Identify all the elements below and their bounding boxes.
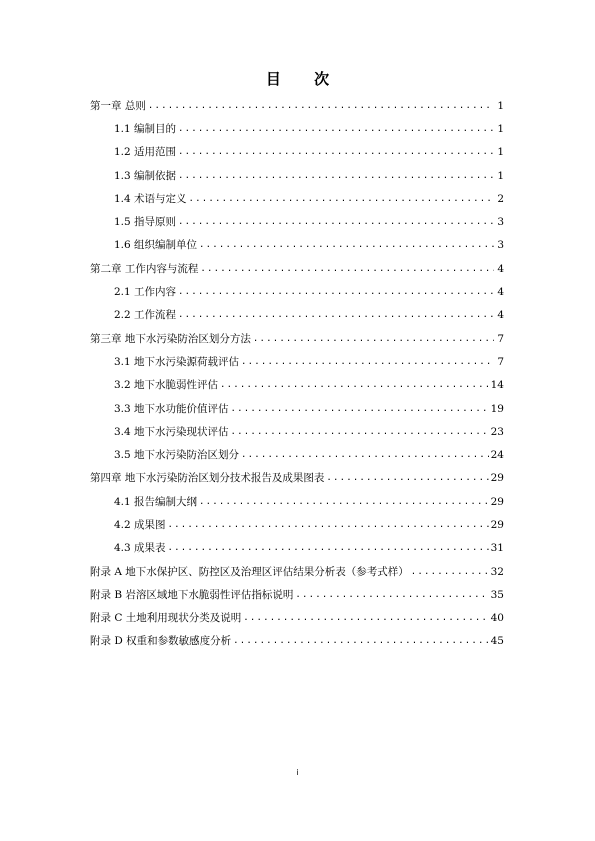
- dot-leader: [295, 588, 488, 602]
- toc-entry-label: 附录 B 岩溶区域地下水脆弱性评估指标说明: [90, 588, 294, 601]
- toc-entry[interactable]: [90, 350, 504, 373]
- toc-entry-page: 35: [490, 588, 504, 601]
- toc-entry-label: 1.5 指导原则: [114, 216, 177, 229]
- toc-entry-page: 3: [497, 239, 504, 252]
- toc-entry[interactable]: [90, 630, 504, 653]
- toc-entry-label: 1.6 组织编制单位: [114, 239, 198, 252]
- toc-entry[interactable]: [90, 257, 504, 280]
- table-of-contents: [90, 94, 504, 653]
- toc-entry-label: 第三章 地下水污染防治区划分方法: [90, 332, 251, 345]
- toc-entry[interactable]: [90, 234, 504, 257]
- toc-entry-label: 1.3 编制依据: [114, 169, 177, 182]
- dot-leader: [189, 192, 494, 206]
- toc-entry[interactable]: [90, 94, 504, 117]
- toc-entry-page: 4: [497, 286, 504, 299]
- dot-leader: [178, 308, 494, 322]
- toc-entry-page: 2: [497, 192, 504, 205]
- dot-leader: [178, 215, 494, 229]
- toc-entry-page: 4: [497, 262, 504, 275]
- toc-entry-label: 3.3 地下水功能价值评估: [114, 402, 229, 415]
- toc-entry-label: 3.2 地下水脆弱性评估: [114, 379, 219, 392]
- toc-entry[interactable]: [90, 280, 504, 303]
- toc-entry-label: 4.3 成果表: [114, 542, 166, 555]
- toc-entry-label: 1.1 编制目的: [114, 122, 177, 135]
- dot-leader: [220, 378, 489, 392]
- toc-entry-page: 4: [497, 309, 504, 322]
- toc-entry-label: 附录 D 权重和参数敏感度分析: [90, 635, 232, 648]
- toc-entry-page: 1: [497, 169, 504, 182]
- dot-leader: [241, 355, 494, 369]
- toc-entry-page: 14: [490, 379, 504, 392]
- toc-entry[interactable]: [90, 117, 504, 140]
- toc-entry-page: 1: [497, 146, 504, 159]
- toc-entry[interactable]: [90, 443, 504, 466]
- dot-leader: [199, 238, 494, 252]
- dot-leader: [199, 495, 489, 509]
- toc-entry-page: 45: [490, 635, 504, 648]
- toc-entry[interactable]: [90, 374, 504, 397]
- toc-entry[interactable]: [90, 607, 504, 630]
- toc-entry-page: 7: [497, 332, 504, 345]
- toc-entry[interactable]: [90, 210, 504, 233]
- toc-entry-label: 第一章 总则: [90, 99, 146, 112]
- dot-leader: [231, 402, 489, 416]
- dot-leader: [168, 518, 489, 532]
- toc-entry[interactable]: [90, 513, 504, 536]
- toc-entry-label: 2.1 工作内容: [114, 286, 177, 299]
- toc-entry-page: 32: [490, 565, 504, 578]
- toc-entry-page: 1: [497, 122, 504, 135]
- toc-entry[interactable]: [90, 583, 504, 606]
- toc-entry[interactable]: [90, 304, 504, 327]
- toc-entry-page: 7: [497, 355, 504, 368]
- toc-entry-page: 29: [490, 518, 504, 531]
- toc-entry-page: 3: [497, 216, 504, 229]
- dot-leader: [148, 99, 494, 113]
- dot-leader: [200, 262, 494, 276]
- toc-title: 目 次: [265, 70, 344, 88]
- dot-leader: [168, 541, 489, 555]
- dot-leader: [233, 634, 489, 648]
- toc-entry-page: 23: [490, 425, 504, 438]
- toc-entry-page: 24: [490, 449, 504, 462]
- toc-entry-page: 19: [490, 402, 504, 415]
- toc-entry-page: 40: [490, 612, 504, 625]
- toc-entry[interactable]: [90, 560, 504, 583]
- dot-leader: [178, 145, 494, 159]
- toc-entry-page: 1: [497, 99, 504, 112]
- toc-entry-page: 31: [490, 542, 504, 555]
- dot-leader: [241, 448, 489, 462]
- toc-entry-label: 第二章 工作内容与流程: [90, 262, 199, 275]
- toc-entry[interactable]: [90, 164, 504, 187]
- toc-entry-label: 1.2 适用范围: [114, 146, 177, 159]
- toc-entry[interactable]: [90, 187, 504, 210]
- toc-entry[interactable]: [90, 397, 504, 420]
- toc-entry-label: 4.2 成果图: [114, 518, 166, 531]
- toc-entry-label: 附录 A 地下水保护区、防控区及治理区评估结果分析表（参考式样）: [90, 565, 409, 578]
- dot-leader: [253, 332, 494, 346]
- dot-leader: [326, 471, 488, 485]
- toc-entry-label: 2.2 工作流程: [114, 309, 177, 322]
- toc-entry-label: 附录 C 土地利用现状分类及说明: [90, 612, 242, 625]
- toc-entry-page: 29: [490, 495, 504, 508]
- toc-entry-label: 第四章 地下水污染防治区划分技术报告及成果图表: [90, 472, 325, 485]
- toc-entry[interactable]: [90, 141, 504, 164]
- toc-entry-label: 3.1 地下水污染源荷载评估: [114, 355, 240, 368]
- toc-entry[interactable]: [90, 327, 504, 350]
- dot-leader: [243, 611, 488, 625]
- dot-leader: [411, 565, 489, 579]
- dot-leader: [178, 285, 494, 299]
- dot-leader: [178, 169, 494, 183]
- toc-entry-page: 29: [490, 472, 504, 485]
- dot-leader: [231, 425, 489, 439]
- toc-entry-label: 1.4 术语与定义: [114, 192, 187, 205]
- toc-entry[interactable]: [90, 467, 504, 490]
- toc-entry[interactable]: [90, 490, 504, 513]
- dot-leader: [178, 122, 494, 136]
- toc-entry[interactable]: [90, 537, 504, 560]
- toc-entry-label: 3.4 地下水污染现状评估: [114, 425, 229, 438]
- toc-entry-label: 4.1 报告编制大纲: [114, 495, 198, 508]
- toc-entry[interactable]: [90, 420, 504, 443]
- page-number: i: [296, 768, 299, 777]
- toc-entry-label: 3.5 地下水污染防治区划分: [114, 449, 240, 462]
